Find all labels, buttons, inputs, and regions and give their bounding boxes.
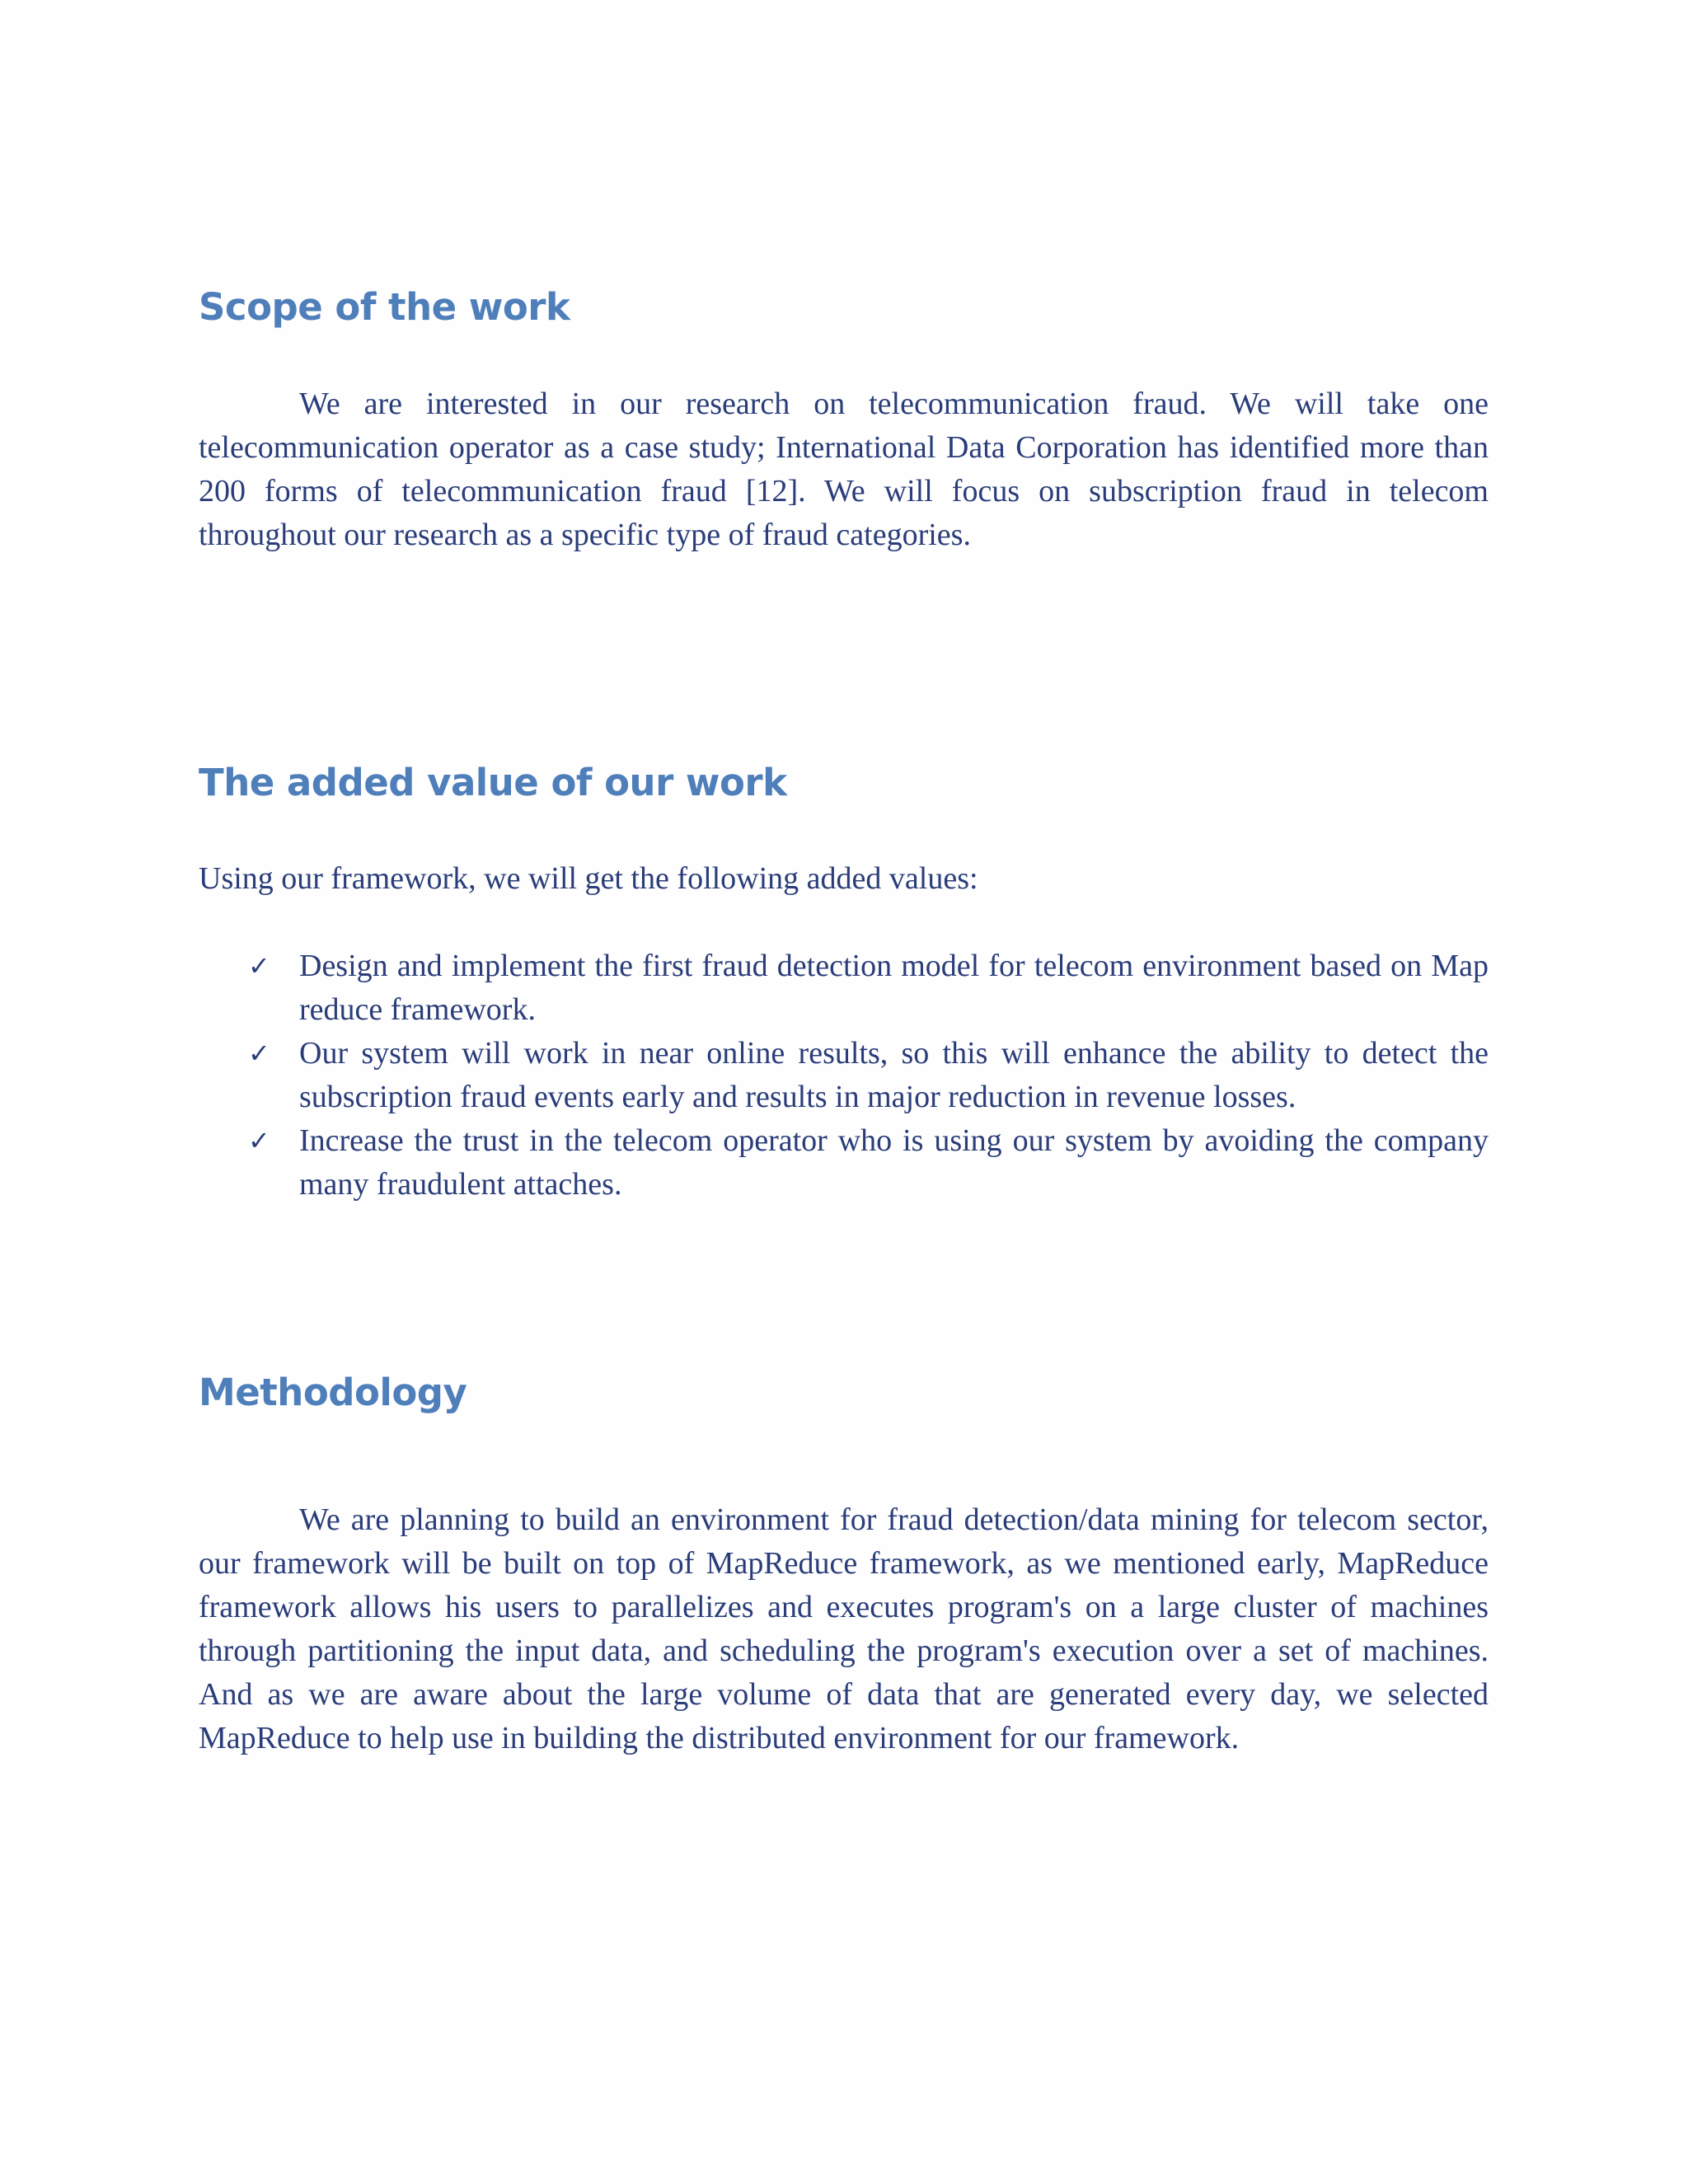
- added-value-intro: Using our framework, we will get the following added values:: [199, 861, 978, 896]
- list-item-text: Increase the trust in the telecom operator who is using our system by avoiding the company many fraudulent attaches.: [299, 1123, 1489, 1202]
- section-heading-added-value: The added value of our work: [199, 761, 787, 804]
- scope-paragraph: We are interested in our research on telecommunication fraud. We will take one telecommunication operator as a case study; International Data Corporation has identified more than 200 forms of telecommunication fraud [12]. We will focus on subscription fraud in telecom throughout our research as a specific type of fraud categories.: [199, 387, 1489, 552]
- list-item-text: Our system will work in near online results, so this will enhance the ability to detect the subscription fraud events early and results in major reduction in revenue losses.: [299, 1036, 1489, 1114]
- methodology-paragraph: We are planning to build an environment for fraud detection/data mining for telecom sector, our framework will be built on top of MapReduce framework, as we mentioned early, MapReduce framework allows his users to parallelizes and executes program's on a large cluster of machines through partitioning the input data, and scheduling the program's execution over a set of machines. And as we are aware about the large volume of data that are generated every day, we selected MapReduce to help use in building the distributed environment for our framework.: [199, 1502, 1489, 1755]
- list-item: [199, 1032, 1489, 1119]
- list-item: [199, 1119, 1489, 1207]
- list-item: [199, 944, 1489, 1032]
- check-icon: ✓: [248, 950, 270, 982]
- check-icon: ✓: [248, 1038, 270, 1069]
- section-heading-methodology: Methodology: [199, 1371, 467, 1414]
- added-value-list: [199, 944, 1489, 1207]
- section-heading-scope: Scope of the work: [199, 285, 570, 329]
- list-item-text: Design and implement the first fraud detection model for telecom environment based on Map reduce framework.: [299, 949, 1489, 1027]
- check-icon: ✓: [248, 1125, 270, 1156]
